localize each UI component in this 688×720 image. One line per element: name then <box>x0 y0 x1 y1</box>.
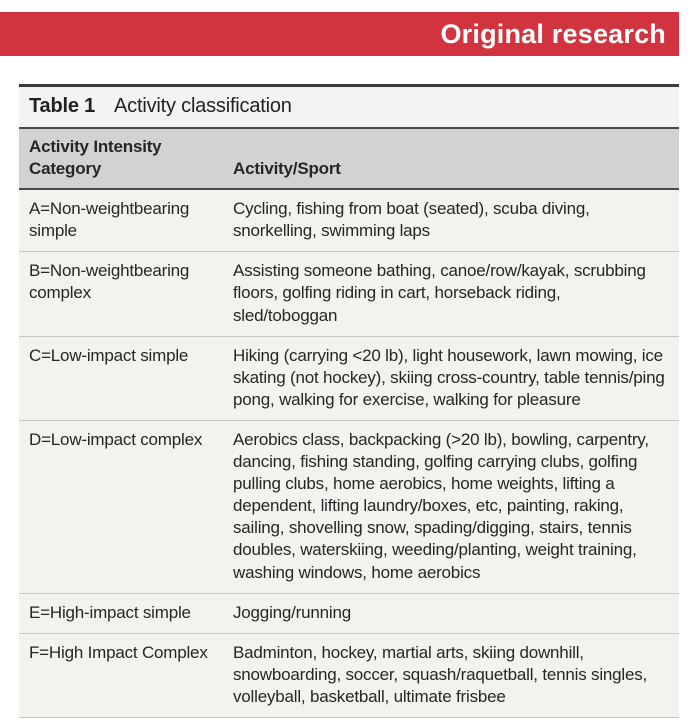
banner-title: Original research <box>440 18 666 49</box>
table-row <box>19 189 679 252</box>
table-label: Table 1 <box>29 95 96 117</box>
activities-cell: Hiking (carrying <20 lb), light housework, lawn mowing, ice skating (not hockey), skiing cross-country, table tennis/ping pong, walking for exercise, walking for pleasure <box>223 336 679 420</box>
table-row <box>19 252 679 336</box>
table-1-block <box>19 84 679 718</box>
category-cell: B=Non-weightbearing complex <box>19 252 223 336</box>
table-header <box>19 129 679 189</box>
table-row <box>19 633 679 717</box>
journal-section-banner <box>0 12 679 56</box>
header-row <box>19 129 679 189</box>
table-row <box>19 593 679 633</box>
activities-cell: Badminton, hockey, martial arts, skiing downhill, snowboarding, soccer, squash/raquetball, tennis singles, volleyball, basketball, ultimate frisbee <box>223 633 679 717</box>
category-cell: C=Low-impact simple <box>19 336 223 420</box>
category-cell: A=Non-weightbearing simple <box>19 189 223 252</box>
table-row <box>19 420 679 593</box>
table-title <box>19 84 679 129</box>
category-cell: F=High Impact Complex <box>19 633 223 717</box>
activity-classification-table <box>19 129 679 718</box>
category-cell: E=High-impact simple <box>19 593 223 633</box>
activities-cell: Aerobics class, backpacking (>20 lb), bowling, carpentry, dancing, fishing standing, golfing carrying clubs, golfing pulling clubs, home aerobics, home weights, lifting a dependent, lifting laundry/boxes, etc, painting, raking, sailing, shovelling snow, spading/digging, stairs, tennis doubles, waterskiing, weeding/planting, weight training, washing windows, home aerobics <box>223 420 679 593</box>
table-row <box>19 336 679 420</box>
table-body <box>19 189 679 717</box>
table-caption: Activity classification <box>114 95 292 117</box>
column-header-activity-intensity-category: Activity Intensity Category <box>19 129 223 189</box>
article-page <box>0 12 688 718</box>
column-header-activity-sport: Activity/Sport <box>223 129 679 189</box>
activities-cell: Assisting someone bathing, canoe/row/kayak, scrubbing floors, golfing riding in cart, horseback riding, sled/toboggan <box>223 252 679 336</box>
category-cell: D=Low-impact complex <box>19 420 223 593</box>
activities-cell: Jogging/running <box>223 593 679 633</box>
activities-cell: Cycling, fishing from boat (seated), scuba diving, snorkelling, swimming laps <box>223 189 679 252</box>
